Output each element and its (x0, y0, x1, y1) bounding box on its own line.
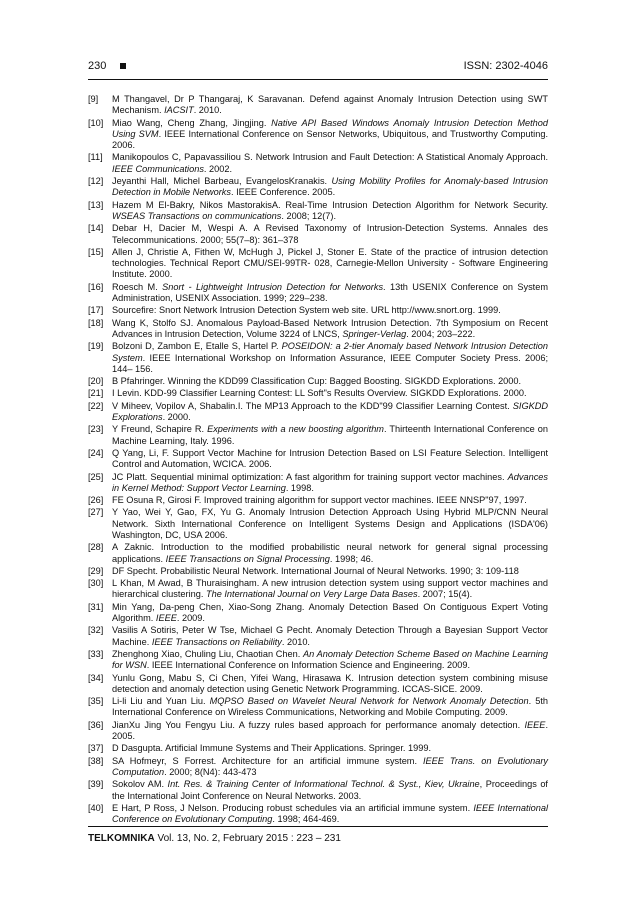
reference-item (88, 118, 548, 152)
reference-item (88, 779, 548, 802)
reference-item (88, 200, 548, 223)
reference-number: [14] (88, 223, 104, 234)
journal-details: Vol. 13, No. 2, February 2015 : 223 – 231 (154, 833, 341, 844)
reference-number: [16] (88, 281, 104, 292)
reference-text: JianXu Jing You Fengyu Liu. A fuzzy rules based approach for performance anomaly detection. (112, 719, 525, 730)
reference-item (88, 424, 548, 447)
reference-item (88, 625, 548, 648)
reference-title-italic: Using Mobility Profiles for Anomaly-based Intrusion Detection in Mobile Networks (112, 176, 548, 198)
reference-text: . 2005. (112, 719, 548, 742)
reference-text: . 2000; 8(N4): 443-473 (164, 766, 257, 777)
reference-text: . Thirteenth International Conference on Machine Learning, Italy. 1996. (112, 424, 549, 446)
reference-item (88, 376, 548, 387)
reference-text: Allen J, Christie A, Fithen W, McHugh J, Pickel J, Stoner E. State of the practice of intrusion detection technologies. Technical Report CMU/SEI-99TR- 028, Carnegie-Mellon University - Software Engineering Institute. 2000. (112, 246, 548, 280)
reference-item (88, 247, 548, 281)
reference-number: [27] (88, 507, 104, 518)
reference-number: [25] (88, 471, 104, 482)
reference-title-italic: The International Journal on Very Large Data Bases (205, 589, 418, 600)
reference-item (88, 472, 548, 495)
reference-title-italic: POSEIDON: a 2-tier Anomaly based Network Intrusion Detection System (112, 341, 548, 363)
reference-text: SA Hofmeyr, S Forrest. Architecture for an artificial immune system. (112, 755, 423, 766)
reference-number: [37] (88, 743, 104, 754)
reference-title-italic: IEEE (155, 613, 177, 624)
reference-title-italic: IEEE Trans. on Evolutionary Computation (112, 755, 549, 777)
reference-title-italic: IEEE International Conference on Evolutionary Computing (112, 802, 548, 825)
reference-item (88, 318, 548, 341)
reference-number: [17] (88, 305, 104, 316)
reference-text: . IEEE International Workshop on Information Assurance, IEEE Computer Society Press. 2006; 144– 156. (112, 352, 548, 374)
journal-name: TELKOMNIKA (88, 833, 155, 844)
reference-text: Li-li Liu and Yuan Liu. (112, 696, 210, 707)
reference-text: D Dasgupta. Artificial Immune Systems and Their Applications. Springer. 1999. (112, 743, 431, 754)
page-number: 230 (88, 60, 107, 72)
reference-number: [11] (88, 152, 103, 163)
reference-item (88, 566, 548, 577)
reference-text: . IEEE International Conference on Sensor Networks, Ubiquitous, and Trustworthy Computing. 2006. (112, 128, 548, 151)
reference-item (88, 578, 548, 601)
reference-text: A Zaknic. Introduction to the modified probabilistic neural network for general signal processing applications. (112, 542, 548, 564)
reference-text: . IEEE Conference. 2005. (230, 187, 336, 198)
reference-number: [40] (88, 802, 104, 813)
reference-text: . 2010. (193, 105, 222, 116)
reference-title-italic: SIGKDD Explorations (112, 400, 548, 423)
reference-title-italic: IEEE Transactions on Signal Processing (165, 553, 330, 564)
reference-title-italic: IEEE Transactions on Reliability (151, 636, 282, 647)
reference-item (88, 448, 548, 471)
reference-text: . 2007; 15(4). (417, 589, 473, 600)
reference-text: Vasilis A Sotiris, Peter W Tse, Michael G Pecht. Anomaly Detection Through a Bayesian Support Vector Machine. (112, 625, 548, 647)
reference-title-italic: IEEE Communications (112, 163, 204, 174)
reference-title-italic: Springer-Verlag (342, 328, 407, 339)
reference-item (88, 152, 548, 175)
reference-title-italic: An Anomaly Detection Scheme Based on Machine Learning for WSN (112, 648, 548, 671)
reference-text: . IEEE International Conference on Information Science and Engineering. 2009. (146, 660, 471, 671)
reference-text: Jeyanthi Hall, Michel Barbeau, EvangelosKranakis. (112, 176, 332, 187)
reference-text: . 2004; 203–222. (406, 328, 476, 339)
reference-text: . 2010. (281, 636, 310, 647)
reference-text: . 2002. (203, 163, 233, 174)
reference-item (88, 602, 548, 625)
issn-label: ISSN: 2302-4046 (463, 60, 548, 72)
reference-text: Min Yang, Da-peng Chen, Xiao-Song Zhang. Anomaly Detection Based On Contiguous Expert Voting Algorithm. (112, 601, 548, 624)
reference-number: [10] (88, 117, 104, 128)
reference-number: [12] (88, 176, 104, 187)
reference-item (88, 803, 548, 826)
reference-title-italic: MQPSO Based on Wavelet Neural Network for Network Anomaly Detection (209, 696, 529, 707)
reference-text: FE Osuna R, Girosi F. Improved training algorithm for support vector machines. IEEE NNSP"97, 1997. (112, 495, 527, 506)
reference-list (88, 94, 548, 826)
reference-number: [15] (88, 246, 104, 257)
reference-text: I Levin. KDD-99 Classifier Learning Contest: LL Soft"s Results Overview. SIGKDD Explorations. 2000. (112, 388, 527, 399)
reference-text: Y Yao, Wei Y, Gao, FX, Yu G. Anomaly Intrusion Detection Approach Using Hybrid MLP/CNN Neural Network. Sixth International Conference on Intelligent Systems Design and Applications (ISDA'06) Washington, DC, USA 2006. (112, 507, 548, 540)
header-divider (88, 79, 548, 80)
reference-item (88, 341, 548, 375)
reference-text: Miao Wang, Cheng Zhang, Jingjing. (112, 117, 272, 128)
reference-number: [24] (88, 447, 104, 458)
reference-number: [35] (88, 696, 104, 707)
reference-number: [36] (88, 719, 104, 730)
reference-text: Debar H, Dacier M, Wespi A. A Revised Taxonomy of Intrusion-Detection Systems. Annales des Telecommunications. 2000; 55(7–8): 361–378 (112, 223, 548, 245)
reference-item (88, 388, 548, 399)
reference-number: [31] (88, 601, 104, 612)
reference-text: Bolzoni D, Zambon E, Etalle S, Hartel P. (112, 341, 282, 352)
reference-item (88, 401, 548, 424)
reference-text: M Thangavel, Dr P Thangaraj, K Saravanan. Defend against Anomaly Intrusion Detection using SWT Mechanism. (112, 94, 548, 116)
reference-number: [18] (88, 317, 104, 328)
reference-title-italic: Experiments with a new boosting algorithm (207, 424, 384, 435)
reference-text: L Khan, M Awad, B Thuraisingham. A new intrusion detection system using support vector machines and hierarchical clustering. (112, 578, 548, 600)
reference-item (88, 649, 548, 672)
page-header (88, 60, 548, 76)
reference-text: . 2008; 12(7). (281, 210, 337, 221)
reference-title-italic: WSEAS Transactions on communications (112, 210, 282, 221)
reference-title-italic: Advances in Kernel Method: Support Vector Learning (112, 471, 548, 493)
reference-number: [20] (88, 376, 104, 387)
reference-item (88, 176, 548, 199)
reference-item (88, 223, 548, 246)
reference-number: [23] (88, 424, 104, 435)
reference-title-italic: IACSIT (164, 105, 194, 116)
reference-text: . 2000. (162, 412, 191, 423)
reference-text: . 2009. (176, 613, 205, 624)
reference-item (88, 94, 548, 117)
reference-number: [26] (88, 495, 104, 506)
reference-item (88, 673, 548, 696)
reference-text: E Hart, P Ross, J Nelson. Producing robust schedules via an artificial immune system. (112, 802, 474, 813)
footer-divider (88, 826, 548, 827)
reference-item (88, 720, 548, 743)
reference-item (88, 743, 548, 754)
reference-title-italic: Int. Res. & Training Center of Informational Technol. & Syst., Kiev, Ukraine (167, 779, 480, 790)
reference-text: Q Yang, Li, F. Support Vector Machine for Intrusion Detection Based on LSI Feature Selection. Intelligent Control and Automation, WCICA. 2006. (112, 447, 548, 470)
reference-text: . 1998; 464-469. (272, 814, 340, 825)
reference-text: Sokolov AM. (112, 779, 168, 790)
reference-number: [34] (88, 672, 104, 683)
reference-text: . 1998. (285, 482, 314, 493)
reference-title-italic: Native API Based Windows Anomaly Intrusion Detection Method Using SVM (112, 117, 548, 139)
reference-text: Y Freund, Schapire R. (112, 424, 208, 435)
reference-number: [19] (88, 341, 104, 352)
reference-text: V Miheev, Vopilov A, Shabalin.I. The MP13 Approach to the KDD"99 Classifier Learning Contest. (112, 400, 513, 411)
reference-text: DF Specht. Probabilistic Neural Network. International Journal of Neural Networks. 1990; 3: 109-118 (112, 565, 519, 576)
reference-text: . 13th USENIX Conference on System Administration, USENIX Association. 1999; 229–238. (112, 281, 548, 304)
page-footer (88, 833, 341, 844)
reference-number: [13] (88, 199, 104, 210)
black-square-icon (120, 63, 126, 69)
reference-number: [39] (88, 779, 104, 790)
reference-number: [38] (88, 755, 104, 766)
reference-item (88, 696, 548, 719)
reference-number: [29] (88, 565, 104, 576)
reference-item (88, 282, 548, 305)
reference-item (88, 507, 548, 541)
reference-text: Yunlu Gong, Mabu S, Ci Chen, Yifei Wang, Hirasawa K. Intrusion detection system combining misuse detection and anomaly detection using Genetic Network Programming. ICCAS-SICE. 2009. (112, 672, 548, 694)
reference-item (88, 495, 548, 506)
reference-number: [21] (88, 388, 104, 399)
reference-title-italic: Snort - Lightweight Intrusion Detection for Networks (162, 281, 384, 292)
reference-text: JC Platt. Sequential minimal optimization: A fast algorithm for training support vector machines. (112, 471, 508, 482)
reference-text: Zhenghong Xiao, Chuling Liu, Chaotian Chen. (112, 648, 304, 659)
reference-number: [30] (88, 578, 104, 589)
reference-text: . 5th International Conference on Wireless Communications, Networking and Mobile Computing. 2009. (112, 696, 548, 718)
reference-text: Manikopoulos C, Papavassiliou S. Network Intrusion and Fault Detection: A Statistical Anomaly Approach. (112, 152, 548, 163)
reference-text: Roesch M. (112, 281, 163, 292)
reference-text: Wang K, Stolfo SJ. Anomalous Payload-Based Network Intrusion Detection. 7th Symposium on Recent Advances in Intrusion Detection, Volume 3224 of LNCS, (112, 317, 548, 339)
reference-number: [33] (88, 648, 104, 659)
reference-item (88, 305, 548, 316)
reference-number: [28] (88, 542, 104, 553)
reference-text: B Pfahringer. Winning the KDD99 Classification Cup: Bagged Boosting. SIGKDD Explorations. 2000. (112, 376, 522, 387)
reference-item (88, 756, 548, 779)
reference-text: Sourcefire: Snort Network Intrusion Detection System web site. URL http://www.snort.org. 1999. (112, 305, 501, 316)
reference-text: , Proceedings of the International Joint Conference on Neural Networks. 2003. (112, 779, 548, 801)
reference-title-italic: IEEE (524, 719, 546, 730)
reference-text: Hazem M El-Bakry, Nikos MastorakisA. Real-Time Intrusion Detection Algorithm for Network Security. (112, 199, 548, 210)
reference-item (88, 542, 548, 565)
reference-number: [22] (88, 400, 104, 411)
reference-text: . 1998; 46. (329, 553, 374, 564)
reference-number: [32] (88, 625, 104, 636)
reference-number: [9] (88, 94, 99, 104)
